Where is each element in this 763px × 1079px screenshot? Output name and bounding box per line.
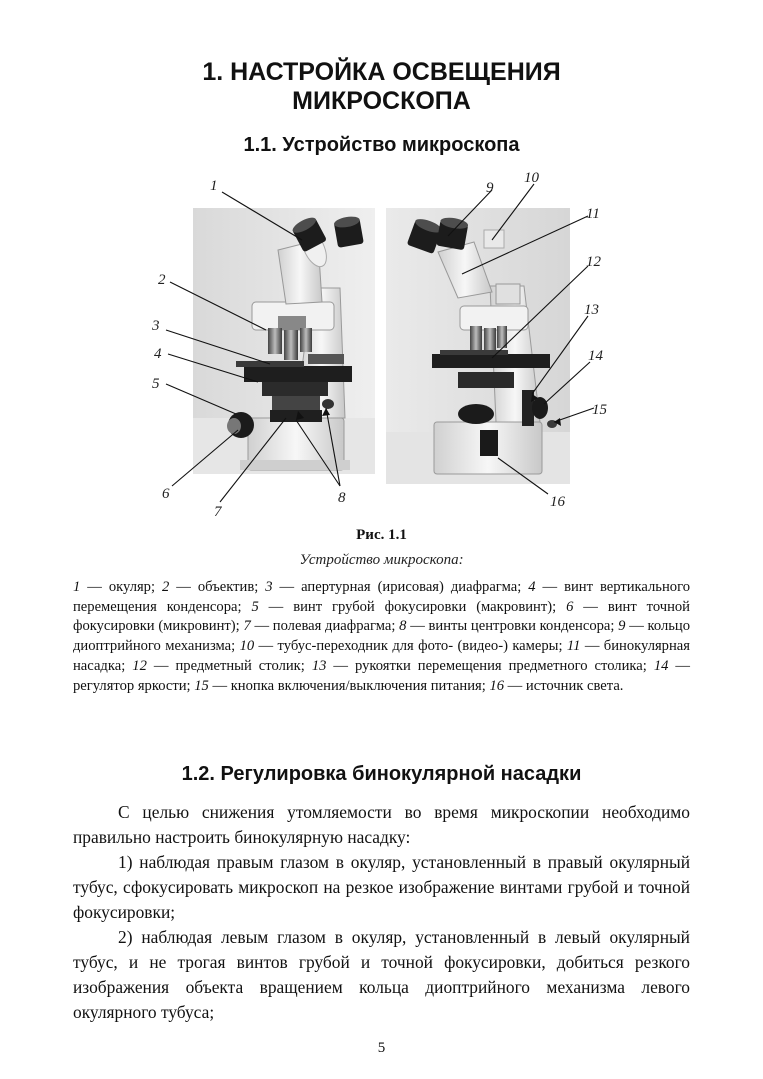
legend-number: 15 — [194, 677, 209, 694]
callout-2: 2 — [158, 272, 166, 288]
section-title-1-2: 1.2. Регулировка бинокулярной насадки — [181, 763, 582, 785]
legend-item — [489, 678, 623, 694]
legend-item — [132, 658, 312, 674]
legend-number: 14 — [653, 657, 669, 674]
legend-item — [73, 579, 162, 595]
legend-number: 9 — [618, 618, 626, 635]
microscope-figure-svg — [140, 168, 620, 520]
legend-item — [251, 599, 566, 615]
legend-item — [399, 618, 618, 634]
callout-3: 3 — [152, 318, 160, 334]
callout-10: 10 — [524, 170, 539, 186]
legend-text: — винт вертикального перемещения конденсора; — [73, 579, 690, 615]
callout-5: 5 — [152, 376, 160, 392]
legend-text: — окуляр; — [80, 579, 163, 595]
section-title-1-1: 1.1. Устройство микроскопа — [243, 134, 520, 156]
legend-number: 2 — [162, 579, 170, 595]
legend-text: — кнопка включения/выключения питания; — [208, 677, 490, 694]
legend-text: — винт точной фокусировки (микровинт); — [73, 598, 690, 635]
legend-number: 6 — [566, 598, 574, 615]
legend-number: 10 — [239, 638, 255, 655]
body-paragraph-2: 1) наблюдая правым глазом в окуляр, установленный в правый окулярный тубус, сфокусировать микроскоп на резкое изображение винтами грубой и точной фокусировки; — [73, 852, 690, 922]
legend-text: — винты центровки конденсора; — [406, 618, 619, 635]
callout-13: 13 — [584, 302, 599, 318]
callout-14: 14 — [588, 348, 603, 364]
legend-text: — рукоятки перемещения предметного столика; — [326, 657, 654, 674]
chapter-title — [0, 58, 763, 116]
legend-text: — регулятор яркости; — [73, 657, 691, 694]
callout-6: 6 — [162, 486, 170, 502]
legend-number: 13 — [311, 657, 327, 674]
legend-number: 11 — [566, 638, 581, 655]
legend-text: — винт грубой фокусировки (макровинт); — [258, 598, 567, 615]
callout-16: 16 — [550, 494, 565, 510]
legend-text: — кольцо диоптрийного механизма; — [73, 618, 690, 655]
callout-4: 4 — [154, 346, 162, 362]
chapter-title-line-2: МИКРОСКОПА — [292, 87, 471, 115]
body-text — [73, 800, 690, 1025]
callout-9: 9 — [486, 180, 494, 196]
legend-text: — полевая диафрагма; — [250, 618, 400, 635]
legend-number: 16 — [489, 677, 505, 694]
callout-8: 8 — [338, 490, 346, 506]
microscope-photo-front — [193, 208, 375, 474]
legend-item — [265, 579, 528, 595]
legend-number: 1 — [73, 579, 81, 595]
figure-label: Рис. 1.1 — [356, 527, 407, 543]
legend-number: 8 — [399, 618, 407, 635]
page-number: 5 — [377, 1040, 386, 1056]
legend-text: — бинокулярная насадка; — [73, 638, 690, 674]
figure-legend — [73, 578, 690, 696]
legend-number: 12 — [132, 657, 147, 674]
legend-text: — тубус-переходник для фото- (видео-) камеры; — [254, 638, 567, 655]
callout-7: 7 — [214, 504, 222, 520]
legend-number: 3 — [265, 579, 273, 595]
figure-caption: Устройство микроскопа: — [299, 552, 464, 568]
legend-item — [312, 658, 654, 674]
legend-item — [240, 638, 567, 654]
legend-item — [243, 618, 399, 634]
microscope-photo-side — [386, 208, 570, 484]
chapter-title-line-1: 1. НАСТРОЙКА ОСВЕЩЕНИЯ — [202, 58, 561, 86]
legend-text: — источник света. — [504, 677, 624, 694]
legend-text: — предметный столик; — [146, 657, 312, 674]
legend-number: 5 — [251, 598, 259, 615]
legend-text: — апертурная (ирисовая) диафрагма; — [272, 579, 529, 595]
legend-number: 7 — [243, 618, 251, 635]
callout-11: 11 — [586, 206, 600, 222]
microscope-figure — [140, 168, 620, 520]
body-paragraph-3: 2) наблюдая левым глазом в окуляр, установленный в левый окулярный тубус, и не трогая винтов грубой и точной фокусировки, добиться резкого изображения объекта вращением кольца диоптрийного механизма левого окулярного тубуса; — [73, 927, 690, 1022]
callout-1: 1 — [210, 178, 218, 194]
callout-15: 15 — [592, 402, 607, 418]
legend-item — [194, 678, 489, 694]
callout-12: 12 — [586, 254, 601, 270]
body-paragraph-1: С целью снижения утомляемости во время микроскопии необходимо правильно настроить бинокулярную насадку: — [73, 802, 690, 847]
legend-number: 4 — [528, 579, 536, 595]
legend-text: — объектив; — [169, 579, 266, 595]
legend-item — [162, 579, 265, 595]
